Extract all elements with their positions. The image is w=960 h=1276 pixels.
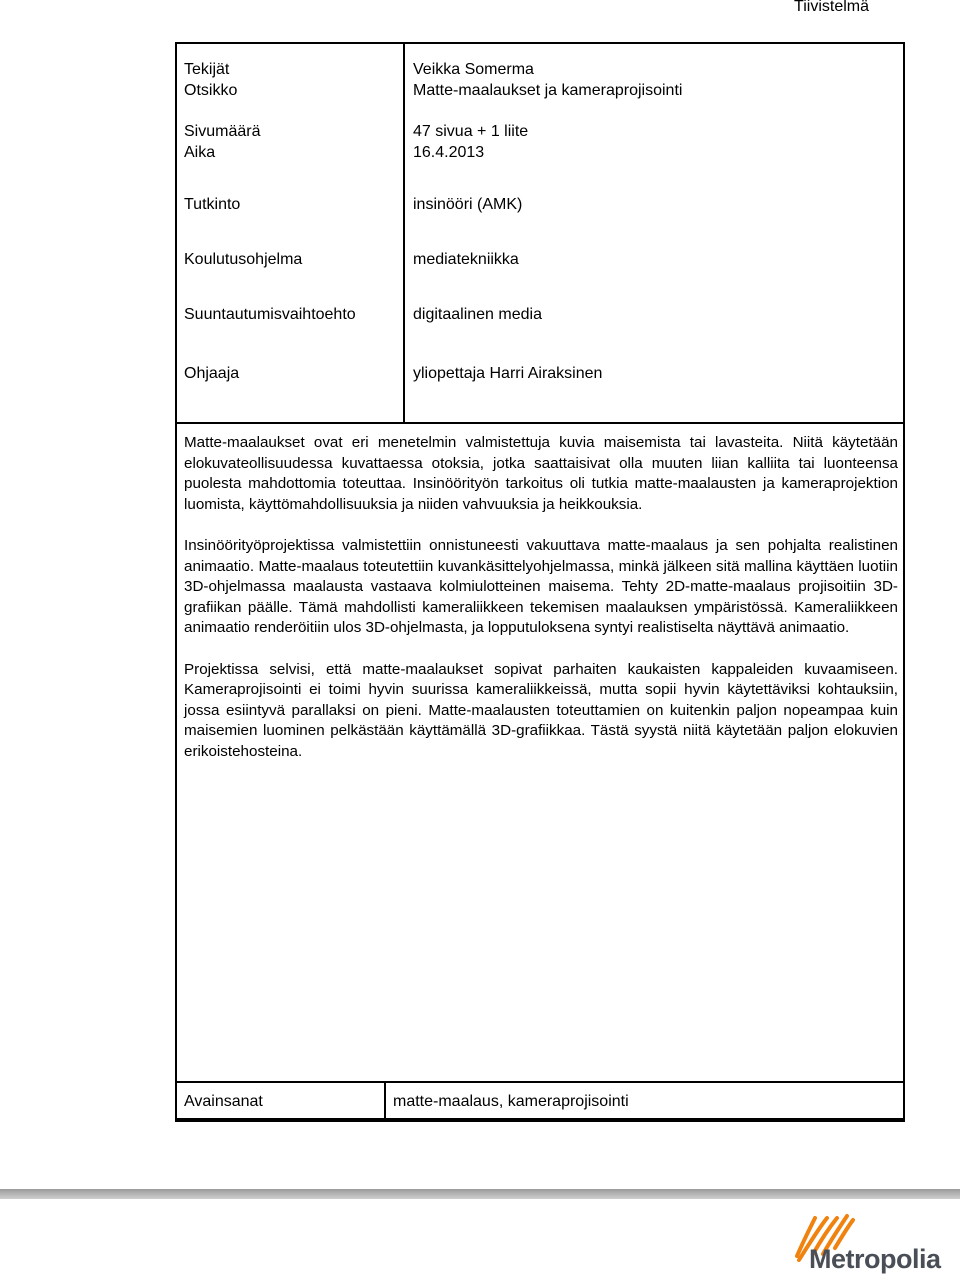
meta-label-authors: Tekijät <box>184 61 230 78</box>
meta-section-divider <box>177 422 903 424</box>
meta-value-authors: Veikka Somerma <box>413 61 534 78</box>
meta-column-divider <box>403 44 405 424</box>
meta-value-degree: insinööri (AMK) <box>413 196 523 213</box>
meta-value-specialisation: digitaalinen media <box>413 306 542 323</box>
meta-value-programme: mediatekniikka <box>413 251 519 268</box>
meta-label-degree: Tutkinto <box>184 196 241 213</box>
abstract-frame <box>175 42 905 1120</box>
keywords-value: matte-maalaus, kameraprojisointi <box>393 1093 629 1110</box>
meta-value-date: 16.4.2013 <box>413 144 485 161</box>
meta-label-date: Aika <box>184 144 216 161</box>
page-header-title: Tiivistelmä <box>794 0 869 15</box>
meta-label-pages: Sivumäärä <box>184 123 261 140</box>
footer-bar <box>0 1189 960 1199</box>
meta-value-pages: 47 sivua + 1 liite <box>413 123 529 140</box>
meta-label-specialisation: Suuntautumisvaihtoehto <box>184 306 356 323</box>
keywords-label: Avainsanat <box>184 1093 263 1110</box>
meta-value-supervisor: yliopettaja Harri Airaksinen <box>413 365 603 382</box>
abstract-paragraph: Matte-maalaukset ovat eri menetelmin valmistettuja kuvia maisemista tai lavasteita. Niitä käytetään elokuvateollisuudessa kuvattaessa otoksia, jotka saattaisivat olla muuten liian kalliita tai luonteensa puolesta mahdottomia toteuttaa. Insinöörityön tarkoitus oli tutkia matte-maalausten ja kameraprojektion luomista, käyttömahdollisuuksia ja niiden vahvuuksia ja heikkouksia. <box>184 434 898 513</box>
abstract-paragraph: Insinöörityöprojektissa valmistettiin onnistuneesti vakuuttava matte-maalaus ja sen pohjalta realistinen animaatio. Matte-maalaus toteutettiin kuvankäsittelyohjelmassa, minkä jälkeen sitä mallina käyttäen luotiin 3D-ohjelmassa maalausta vastaava kolmiulotteinen maisema. Tehty 2D-matte-maalaus projisoitiin 3D-grafiikan päälle. Tämä mahdollisti kameraliikkeen tekemisen maalauksen ympäristössä. Kameraliikkeen animaatio renderöitiin ulos 3D-ohjelmasta, ja lopputuloksena syntyi realistiselta näyttävä animaatio. <box>184 536 898 637</box>
meta-label-supervisor: Ohjaaja <box>184 365 240 382</box>
abstract-paragraph: Projektissa selvisi, että matte-maalaukset sopivat parhaiten kaukaisten kappaleiden kuvaamiseen. Kameraprojisointi ei toimi hyvin suurissa kameraliikkeissä, mutta sopii hyvin käytettäviksi kohtauksiin, jossa esiintyvä parallaksi on pieni. Matte-maalausten toteuttamien on kuitenkin paljon nopeampaa kuin maisemien luominen pelkästään käyttämällä 3D-grafiikkaa. Tästä syystä niitä käytetään paljon elokuvien erikoistehosteina. <box>184 660 898 760</box>
meta-label-programme: Koulutusohjelma <box>184 251 303 268</box>
keywords-divider <box>384 1083 386 1120</box>
abstract-body <box>184 433 898 783</box>
keywords-row <box>175 1081 905 1122</box>
meta-value-title: Matte-maalaukset ja kameraprojisointi <box>413 82 683 99</box>
meta-label-title: Otsikko <box>184 82 238 99</box>
logo-wordmark: Metropolia <box>809 1244 941 1274</box>
